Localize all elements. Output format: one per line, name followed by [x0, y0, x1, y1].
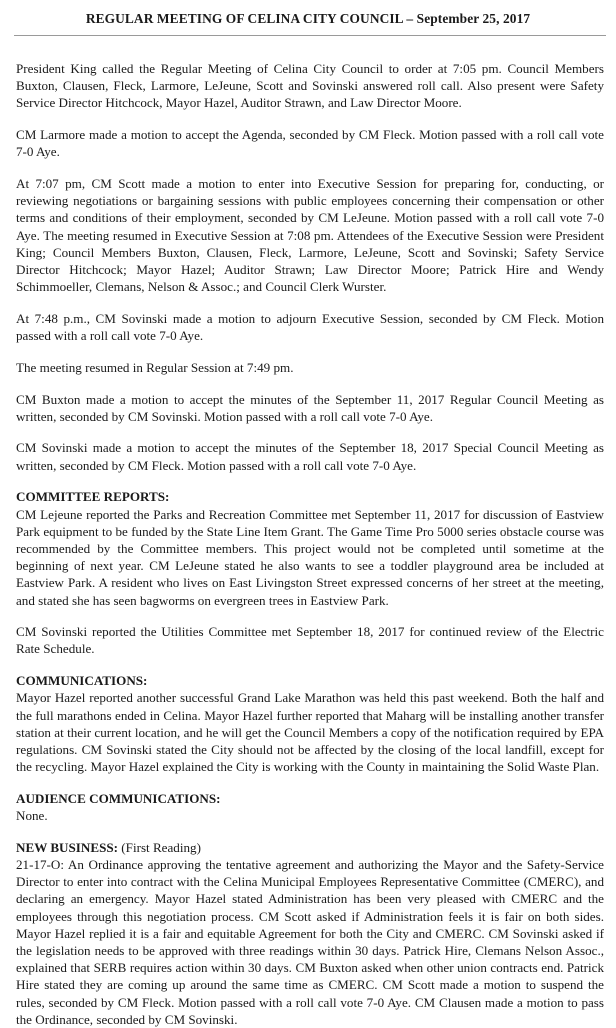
audience-communications-heading: AUDIENCE COMMUNICATIONS:	[16, 790, 221, 806]
title-divider	[14, 35, 606, 36]
agenda-motion-paragraph: CM Larmore made a motion to accept the Agenda, seconded by CM Fleck. Motion passed with a roll call vote 7-0 Aye.	[16, 127, 604, 160]
document-body	[16, 60, 604, 1028]
audience-communications-paragraph: None.	[16, 808, 48, 824]
parks-committee-paragraph: CM Lejeune reported the Parks and Recreation Committee met September 11, 2017 for discussion of Eastview Park equipment to be funded by the State Line Item Grant. The Game Time Pro 5000 series obstacle course was recommended by the Committee members. This project would not be completed until sometime at the beginning of next year. CM LeJeune stated he also wants to see a toddler playground area be included at Eastview Park. A resident who lives on East Livingston Street expressed concerns of her street at the meeting, and stated she has seen bagworms on evergreen trees in Eastview Park.	[16, 506, 604, 608]
executive-session-paragraph: At 7:07 pm, CM Scott made a motion to enter into Executive Session for preparing for, conducting, or reviewing negotiations or bargaining sessions with public employees concerning their compensation or other terms and conditions of their employment, seconded by CM LeJeune. Motion passed with a roll call vote 7-0 Aye. The meeting resumed in Executive Session at 7:08 pm. Attendees of the Executive Session were President King; Council Members Buxton, Clausen, Fleck, Larmore, LeJeune, Scott and Sovinski; Safety Service Director Hitchcock; Mayor Hazel; Auditor Strawn; Law Director Moore; Patrick Hire and Wendy Schimmoeller, Clemans, Nelson & Assoc.; and Council Clerk Wurster.	[16, 176, 604, 295]
resume-regular-paragraph: The meeting resumed in Regular Session at 7:49 pm.	[16, 359, 294, 375]
new-business-heading	[16, 839, 604, 856]
new-business-reading-note: (First Reading)	[121, 839, 201, 855]
adjourn-executive-paragraph: At 7:48 p.m., CM Sovinski made a motion to adjourn Executive Session, seconded by CM Fleck. Motion passed with a roll call vote 7-0 Aye.	[16, 310, 604, 344]
ordinance-21-17-o-paragraph: 21-17-O: An Ordinance approving the tentative agreement and authorizing the Mayor and the Safety-Service Director to enter into contract with the Celina Municipal Employees Representative Committee (CMERC), and declaring an emergency. Mayor Hazel stated Administration has been very pleased with CMERC and the employees through this negotiation process. CM Scott asked if Administration feels it is fair on both sides. Mayor Hazel replied it is a fair and equitable Agreement for both the City and CMERC. CM Sovinski asked if the legislation needs to be approved with three readings within 30 days. Patrick Hire, Clemans Nelson Assoc., explained that SERB requires action within 30 days. CM Buxton asked when other union contracts end. Patrick Hire stated they are coming up around the same time as CMERC. CM Scott made a motion to suspend the rules, seconded by CM Fleck. Motion passed with a roll call vote 7-0 Aye. CM Clausen made a motion to pass the Ordinance, seconded by CM Sovinski.	[16, 857, 604, 1027]
minutes-sept11-paragraph: CM Buxton made a motion to accept the minutes of the September 11, 2017 Regular Council Meeting as written, seconded by CM Sovinski. Motion passed with a roll call vote 7-0 Aye.	[16, 391, 604, 424]
communications-paragraph: Mayor Hazel reported another successful Grand Lake Marathon was held this past weekend. Both the half and the full marathons ended in Celina. Mayor Hazel further reported that Maharg will be installing another transfer station at their current location, and he will get the Council Members a copy of the notification required by EPA regulations. CM Sovinski stated the City should not be affected by the closing of the local landfill, except for the recycling. Mayor Hazel explained the City is working with the County in maintaining the Solid Waste Plan.	[16, 690, 604, 775]
call-to-order-paragraph: President King called the Regular Meeting of Celina City Council to order at 7:05 pm. Council Members Buxton, Clausen, Fleck, Larmore, LeJeune, Scott and Sovinski answered roll call. Also present were Safety Service Director Hitchcock, Mayor Hazel, Auditor Strawn, and Law Director Moore.	[16, 61, 604, 111]
committee-reports-heading: COMMITTEE REPORTS:	[16, 489, 170, 505]
minutes-sept18-paragraph: CM Sovinski made a motion to accept the minutes of the September 18, 2017 Special Council Meeting as written, seconded by CM Fleck. Motion passed with a roll call vote 7-0 Aye.	[16, 440, 604, 473]
utilities-committee-paragraph: CM Sovinski reported the Utilities Committee met September 18, 2017 for continued review of the Electric Rate Schedule.	[16, 624, 604, 657]
communications-heading: COMMUNICATIONS:	[16, 673, 148, 689]
new-business-title: NEW BUSINESS:	[16, 839, 119, 855]
document-title: REGULAR MEETING OF CELINA CITY COUNCIL – September 25, 2017	[85, 11, 531, 26]
